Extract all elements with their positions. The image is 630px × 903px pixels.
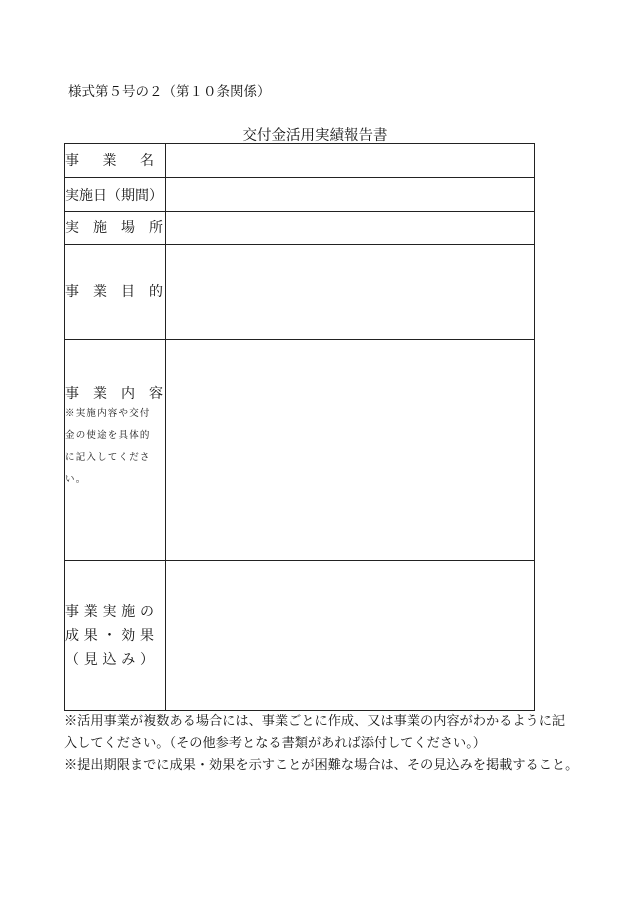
row-date: [65, 178, 535, 212]
footnote-2: ※提出期限までに成果・効果を示すことが困難な場合は、その見込みを掲載すること。: [64, 758, 579, 773]
document-title: 交付金活用実績報告書: [242, 128, 388, 144]
field-purpose[interactable]: [166, 245, 535, 340]
label-purpose: [65, 245, 166, 340]
label-purpose-text: 事 業 目 的: [65, 284, 163, 300]
label-business-name-text: 事 業 名: [65, 152, 154, 169]
label-results-line3: （見込み）: [65, 651, 154, 668]
field-content[interactable]: [166, 340, 535, 561]
report-table: [64, 143, 535, 711]
label-place: [65, 212, 166, 245]
label-results: [65, 561, 166, 711]
label-results-line2: 成果・効果: [65, 627, 154, 644]
field-date[interactable]: [166, 178, 535, 212]
label-date-text: 実施日（期間）: [65, 187, 163, 204]
footnote-1-line-1: ※活用事業が複数ある場合には、事業ごとに作成、又は事業の内容がわかるように記: [64, 714, 566, 729]
label-place-text: 実 施 場 所: [65, 220, 163, 236]
row-content: [65, 340, 535, 561]
field-place[interactable]: [166, 212, 535, 245]
content-note: ※実施内容や交付金の使途を具体的に記入してください。: [65, 408, 151, 485]
field-results[interactable]: [166, 561, 535, 711]
row-place: [65, 212, 535, 245]
footnote-1-line-2: 入してください。（その他参考となる書類があれば添付してください。）: [64, 736, 486, 751]
form-number: 様式第５号の２（第１０条関係）: [68, 84, 271, 100]
row-business-name: [65, 144, 535, 178]
label-business-name: [65, 144, 166, 178]
label-content-text: 事 業 内 容: [65, 386, 163, 402]
label-date: [65, 178, 166, 212]
row-purpose: [65, 245, 535, 340]
row-results: [65, 561, 535, 711]
label-results-line1: 事業実施の: [65, 603, 154, 620]
label-content: [65, 340, 166, 561]
field-business-name[interactable]: [166, 144, 535, 178]
